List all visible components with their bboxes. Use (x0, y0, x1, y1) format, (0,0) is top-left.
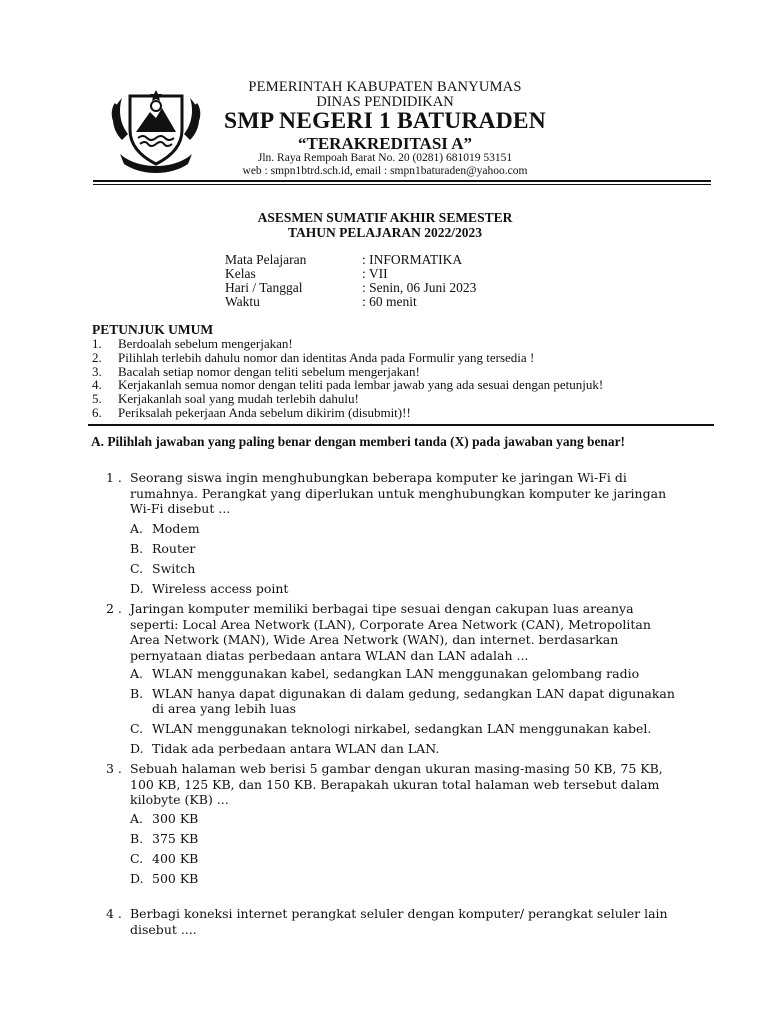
instruction-text: Kerjakanlah semua nomor dengan teliti pada lembar jawab yang ada sesuai dengan petunjuk! (118, 377, 604, 392)
option-text: WLAN hanya dapat digunakan di dalam gedung, sedangkan LAN dapat digunakan (152, 686, 675, 701)
instruction-text: Berdoalah sebelum mengerjakan! (118, 336, 293, 351)
answer-option[interactable] (130, 666, 639, 681)
info-value-class: : VII (362, 266, 388, 281)
info-value-subject: : INFORMATIKA (362, 252, 463, 267)
question-line: rumahnya. Perangkat yang diperlukan untuk menghubungkan komputer ke jaringan (130, 485, 667, 501)
answer-option[interactable] (130, 741, 439, 756)
exam-title: ASESMEN SUMATIF AKHIR SEMESTER (257, 210, 513, 225)
option-letter: D. (130, 871, 144, 886)
instruction-text: Bacalah setiap nomor dengan teliti sebelum mengerjakan! (118, 364, 420, 379)
option-text: WLAN menggunakan teknologi nirkabel, sedangkan LAN menggunakan kabel. (152, 721, 652, 736)
option-text: 400 KB (152, 851, 199, 866)
option-letter: D. (130, 581, 144, 596)
option-letter: D. (130, 741, 144, 756)
option-text: Modem (152, 521, 200, 536)
question-text (130, 601, 651, 663)
info-label-date: Hari / Tanggal (225, 280, 303, 295)
question-number: 1 . (106, 470, 122, 485)
letterhead-rule (93, 180, 711, 182)
question-text (130, 906, 668, 937)
answer-option[interactable] (130, 581, 288, 596)
department-name: DINAS PENDIDIKAN (316, 94, 454, 110)
question-number: 3 . (106, 761, 122, 776)
section-rule (88, 424, 714, 426)
answer-option[interactable] (130, 811, 198, 826)
instruction-text: Pilihlah terlebih dahulu nomor dan identitas Anda pada Formulir yang tersedia ! (118, 350, 535, 365)
option-text: Router (152, 541, 196, 556)
letterhead-rule-thin (93, 184, 711, 185)
instruction-item (92, 405, 411, 421)
option-text: WLAN menggunakan kabel, sedangkan LAN menggunakan gelombang radio (152, 666, 640, 681)
question-line: Berbagi koneksi internet perangkat seluler dengan komputer/ perangkat seluler lain (130, 906, 668, 921)
instruction-number: 1. (92, 336, 102, 351)
option-text: Switch (152, 561, 196, 576)
answer-option[interactable] (130, 521, 200, 536)
exam-year: TAHUN PELAJARAN 2022/2023 (287, 225, 482, 240)
question-line: 100 KB, 125 KB, dan 150 KB. Berapakah ukuran total halaman web tersebut dalam (130, 776, 660, 792)
option-letter: A. (130, 666, 144, 681)
instructions-heading: PETUNJUK UMUM (92, 322, 214, 337)
option-text: Tidak ada perbedaan antara WLAN dan LAN. (152, 741, 440, 756)
answer-option[interactable] (130, 831, 198, 846)
school-address: Jln. Raya Rempoah Barat No. 20 (0281) 681019 53151 (257, 152, 513, 164)
info-label-time: Waktu (225, 294, 260, 309)
option-text: 300 KB (152, 811, 199, 826)
question-line: disebut .... (130, 921, 197, 937)
question-line: pernyataan diatas perbedaan antara WLAN dan LAN adalah ... (130, 647, 529, 663)
option-letter: C. (130, 851, 144, 866)
answer-option[interactable] (130, 561, 195, 576)
option-letter: A. (130, 811, 144, 826)
question-text (130, 470, 666, 517)
instruction-number: 3. (92, 364, 102, 379)
answer-option[interactable] (130, 686, 675, 716)
question-text (130, 761, 663, 808)
question-number: 4 . (106, 906, 122, 921)
government-name: PEMERINTAH KABUPATEN BANYUMAS (248, 79, 522, 95)
instruction-number: 5. (92, 391, 102, 406)
instruction-text: Kerjakanlah soal yang mudah terlebih dahulu! (118, 391, 359, 406)
option-letter: C. (130, 721, 144, 736)
info-label-class: Kelas (225, 266, 256, 281)
question-line: Area Network (MAN), Wide Area Network (WAN), dan internet. berdasarkan (130, 632, 619, 647)
question-line: seperti: Local Area Network (LAN), Corporate Area Network (CAN), Metropolitan (130, 616, 651, 632)
info-value-time: : 60 menit (362, 294, 417, 309)
section-a-instruction: A. Pilihlah jawaban yang paling benar dengan memberi tanda (X) pada jawaban yang benar! (91, 434, 625, 449)
info-value-date: : Senin, 06 Juni 2023 (362, 280, 477, 295)
option-text: 500 KB (152, 871, 199, 886)
option-text-continued: di area yang lebih luas (152, 701, 297, 716)
option-text: 375 KB (152, 831, 199, 846)
school-name: SMP NEGERI 1 BATURADEN (224, 108, 546, 134)
option-text: Wireless access point (152, 581, 289, 596)
answer-option[interactable] (130, 851, 198, 866)
school-contact: web : smpn1btrd.sch.id, email : smpn1baturaden@yahoo.com (242, 165, 528, 177)
question-line: Seorang siswa ingin menghubungkan beberapa komputer ke jaringan Wi-Fi di (130, 470, 627, 485)
answer-option[interactable] (130, 871, 198, 886)
answer-option[interactable] (130, 541, 195, 556)
instruction-number: 2. (92, 350, 102, 365)
answer-option[interactable] (130, 721, 651, 736)
accreditation-label: “TERAKREDITASI A” (298, 134, 472, 153)
option-letter: A. (130, 521, 144, 536)
school-emblem-logo (104, 80, 208, 176)
option-letter: C. (130, 561, 144, 576)
question-line: Sebuah halaman web berisi 5 gambar dengan ukuran masing-masing 50 KB, 75 KB, (130, 761, 663, 776)
question-line: kilobyte (KB) ... (130, 792, 229, 807)
instruction-number: 4. (92, 377, 102, 392)
instruction-text: Periksalah pekerjaan Anda sebelum dikirim (disubmit)!! (118, 405, 411, 420)
question-line: Wi-Fi disebut ... (130, 501, 231, 516)
info-label-subject: Mata Pelajaran (225, 252, 307, 267)
option-letter: B. (130, 831, 144, 846)
question-number: 2 . (106, 601, 122, 616)
option-letter: B. (130, 541, 144, 556)
instruction-number: 6. (92, 405, 102, 420)
question-line: Jaringan komputer memiliki berbagai tipe sesuai dengan cakupan luas areanya (130, 601, 634, 616)
option-letter: B. (130, 686, 144, 701)
